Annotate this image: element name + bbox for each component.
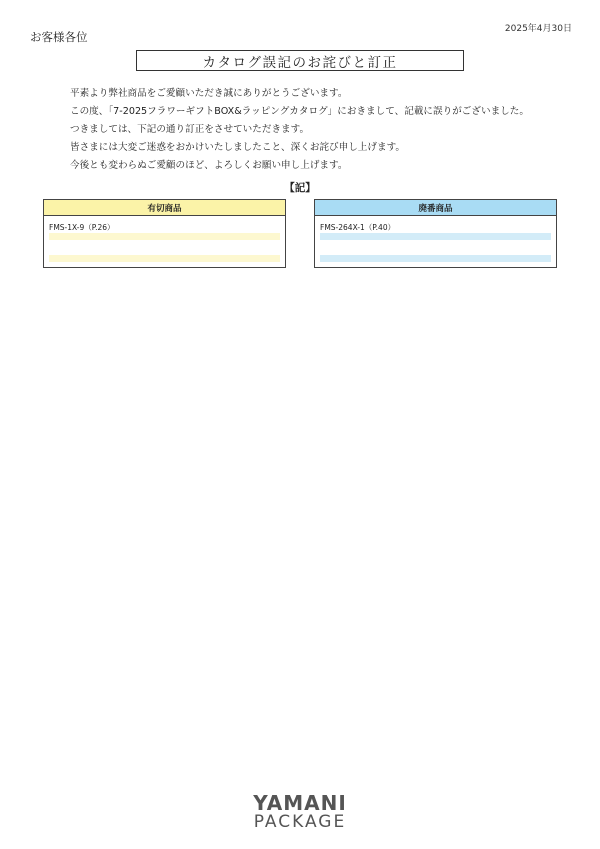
logo-line-2: PACKAGE (253, 812, 347, 832)
empty-row (49, 255, 280, 262)
ki-label: 【記】 (284, 182, 316, 194)
addressee: お客様各位 (30, 30, 88, 44)
document-date: 2025年4月30日 (504, 24, 572, 34)
panel-header: 有切商品 (44, 200, 285, 216)
body-line: 皆さまには大変ご迷惑をおかけいたしましたこと、深くお詫び申し上げます。 (70, 142, 406, 153)
body-line: 今後とも変わらぬご愛顧のほど、よろしくお願い申し上げます。 (70, 160, 348, 171)
empty-row (320, 233, 551, 240)
panel-header: 廃番商品 (315, 200, 556, 216)
document-title: カタログ誤記のお詫びと訂正 (136, 50, 464, 71)
discontinued-product-panel (314, 199, 557, 268)
body-text (70, 85, 529, 175)
body-line: この度、「7-2025フラワーギフトBOX&ラッピングカタログ」におきまして、記載に誤りがございました。 (70, 106, 529, 117)
empty-row (320, 255, 551, 262)
logo-line-1: YAMANI (253, 791, 347, 815)
product-code: FMS-264X-1（P.40） (320, 223, 396, 232)
empty-row (49, 233, 280, 240)
body-line: つきましては、下記の通り訂正をさせていただきます。 (70, 124, 310, 135)
company-logo (0, 793, 600, 831)
body-line: 平素より弊社商品をご愛顧いただき誠にありがとうございます。 (70, 88, 348, 99)
product-code: FMS-1X-9（P.26） (49, 223, 115, 232)
discontinued-stock-panel (43, 199, 286, 268)
